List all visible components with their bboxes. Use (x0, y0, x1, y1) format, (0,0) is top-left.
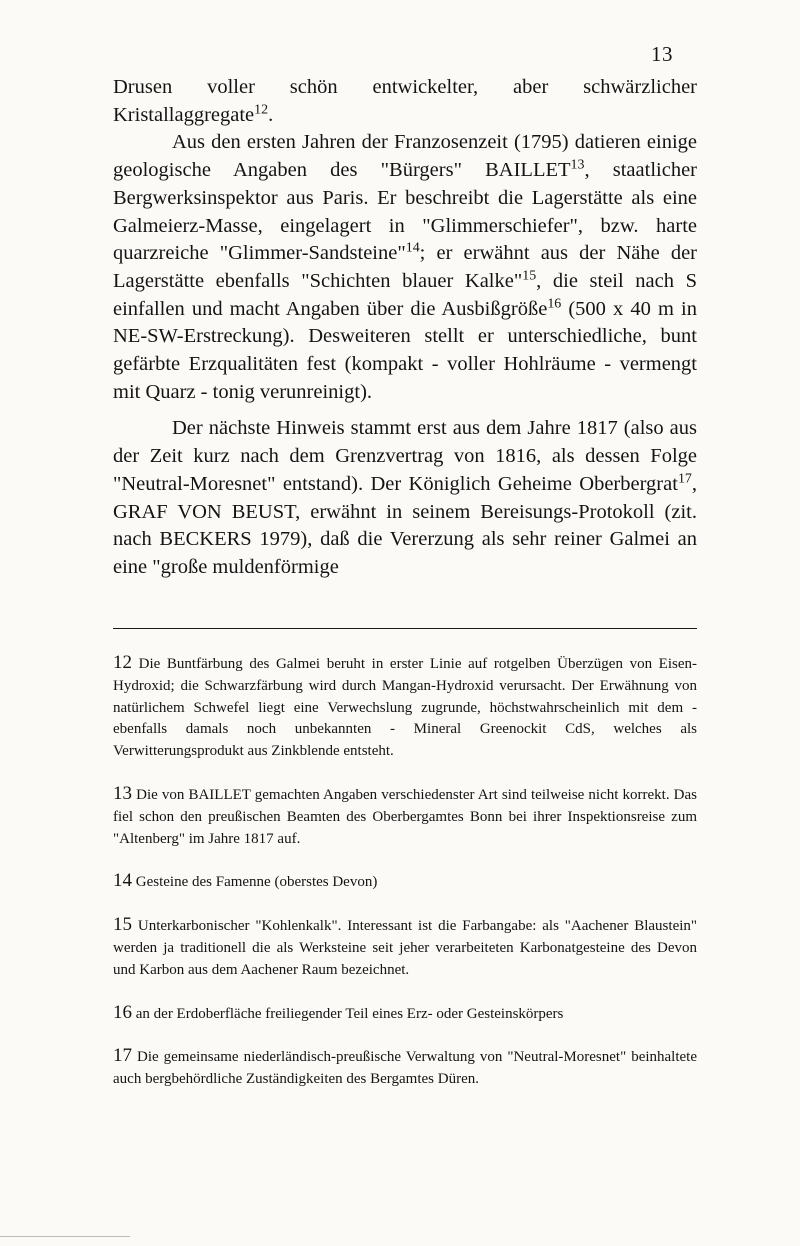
footnote-ref-17: 17 (677, 471, 692, 487)
footnote-ref-15: 15 (522, 268, 537, 284)
footnote-number: 16 (113, 1001, 132, 1023)
footnote-number: 15 (113, 914, 132, 936)
paragraph-1 (113, 74, 697, 129)
page-edge-line (0, 1236, 130, 1237)
main-text (113, 74, 697, 582)
footnote-text: Die Buntfärbung des Galmei beruht in erster Linie auf rotgelben Überzügen von Eisen-Hydroxid; die Schwarzfärbung wird durch Mangan-Hydroxid verursacht. Der Erwähnung von natürlichem Schwefel liegt eine Verwechslung zugrunde, höchstwahrscheinlich mit dem - ebenfalls damals noch unbekannten - Mineral Greenockit CdS, welches als Verwitterungsprodukt aus Zinkblende entsteht. (113, 656, 698, 760)
footnotes (113, 652, 697, 1111)
footnote-ref-13: 13 (570, 157, 585, 173)
footnote-text: an der Erdoberfläche freiliegender Teil eines Erz- oder Gesteinskörpers (135, 1005, 564, 1022)
footnote-separator (113, 628, 697, 629)
paragraph-text: , die steil nach S einfallen und macht Angaben über die Ausbißgröße (113, 269, 698, 320)
footnote-text: Die gemeinsame niederländisch-preußische Verwaltung von "Neutral-Moresnet" beinhaltete auch bergbehördliche Zuständigkeiten des Bergamtes Düren. (113, 1049, 697, 1088)
footnote-14 (113, 870, 697, 894)
footnote-16 (113, 1002, 697, 1026)
footnote-number: 17 (113, 1045, 132, 1067)
footnote-number: 13 (113, 782, 132, 804)
footnote-17 (113, 1045, 697, 1091)
footnote-number: 14 (113, 870, 132, 892)
page-number: 13 (651, 42, 673, 66)
paragraph-3 (113, 415, 697, 581)
paragraph-text: . (268, 103, 274, 126)
footnote-text: Die von BAILLET gemachten Angaben verschiedenster Art sind teilweise nicht korrekt. Das fiel schon den preußischen Beamten des Oberbergamtes Bonn bei ihrer Inspektionsreise zum "Altenberg" im Jahre 1817 auf. (113, 786, 697, 847)
footnote-ref-14: 14 (405, 240, 420, 256)
paragraph-text: Der nächste Hinweis stammt erst aus dem Jahre 1817 (also aus der Zeit kurz nach dem Grenzvertrag von 1816, als dessen Folge "Neutral-Moresnet" entstand). Der Königlich Geheime Oberbergrat (113, 417, 697, 495)
paragraph-text: ; er erwähnt aus der Nähe der Lagerstätte ebenfalls "Schichten blauer Kalke" (113, 242, 698, 292)
paragraph-text: Drusen voller schön entwickelter, aber schwärzlicher Kristallaggregate (113, 76, 697, 126)
footnote-text: Gesteine des Famenne (oberstes Devon) (135, 874, 378, 891)
footnote-number: 12 (113, 652, 132, 673)
footnote-text: Unterkarbonischer "Kohlenkalk". Interessant ist die Farbangabe: als "Aachener Blaustein" werden ja traditionell die als Werksteine seit jeher verarbeiteten Karbonatgesteine des Devon und Karbon aus dem Aachener Raum bezeichnet. (113, 918, 698, 978)
footnote-15 (113, 914, 697, 981)
paragraph-text: , staatlicher Bergwerksinspektor aus Paris. Er beschreibt die Lagerstätte als eine Galmeierz-Masse, eingelagert in "Glimmerschiefer", bzw. harte quarzreiche "Glimmer-Sandsteine" (113, 159, 697, 265)
footnote-13 (113, 783, 697, 850)
footnote-12 (113, 652, 697, 763)
paragraph-text: , GRAF VON BEUST, erwähnt in seinem Bereisungs-Protokoll (zit. nach BECKERS 1979), daß die Vererzung als sehr reiner Galmei an eine "große muldenförmige (113, 472, 697, 578)
footnote-ref-16: 16 (547, 295, 562, 311)
paragraph-text: (500 x 40 m in NE-SW-Erstreckung). Desweiteren stellt er unterschiedliche, bunt gefärbte Erzqualitäten fest (kompakt - voller Hohlräume - vermengt mit Quarz - tonig verunreinigt). (113, 297, 698, 403)
footnote-ref-12: 12 (254, 102, 269, 118)
paragraph-text: Aus den ersten Jahren der Franzosenzeit (1795) datieren einige geologische Angaben des "Bürgers" BAILLET (113, 131, 697, 182)
paragraph-2 (113, 129, 697, 406)
